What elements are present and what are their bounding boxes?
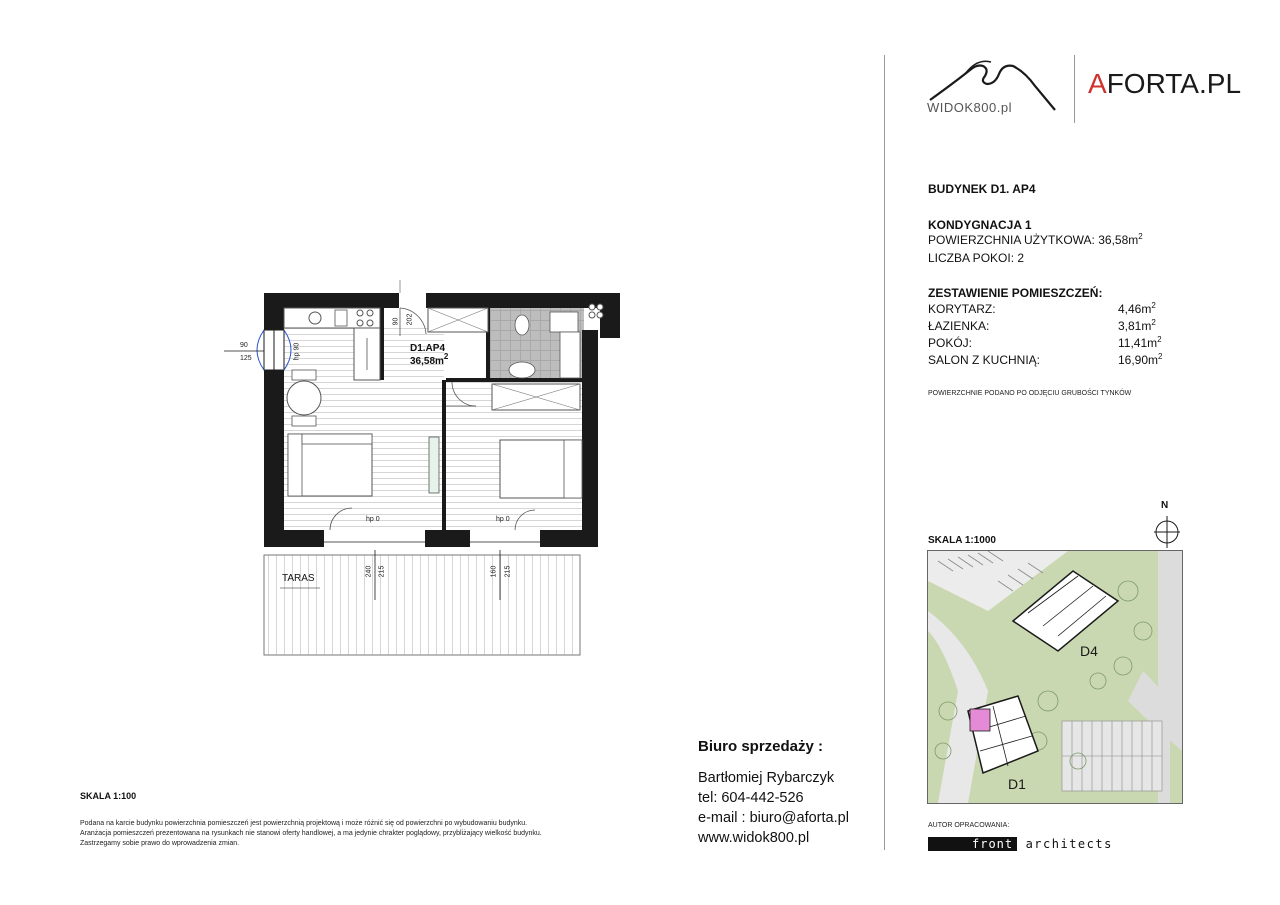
dim-label: 90 bbox=[240, 342, 248, 349]
panel-divider-left bbox=[884, 55, 885, 850]
sales-phone[interactable]: tel: 604-442-526 bbox=[698, 790, 804, 806]
storey-title: KONDYGNACJA 1 bbox=[928, 218, 1032, 232]
plan-scale: SKALA 1:100 bbox=[80, 791, 137, 801]
dim-label: 215 bbox=[504, 565, 512, 578]
dim-label: 215 bbox=[378, 565, 386, 578]
sales-heading: Biuro sprzedaży : bbox=[698, 738, 824, 755]
widok-logo-text: WIDOK800.pl bbox=[927, 100, 1012, 115]
aforta-logo bbox=[1088, 68, 1241, 100]
disclaimer-line: Zastrzegamy sobie prawo do wprowadzenia zmian. bbox=[80, 840, 240, 847]
unit-area: $36,58m^2$ bbox=[410, 352, 449, 367]
aforta-logo-a: A bbox=[1088, 68, 1107, 99]
room-name: ŁAZIENKA: bbox=[928, 319, 990, 333]
floor-plan bbox=[220, 280, 640, 665]
front-logo-box: front bbox=[928, 837, 1017, 851]
logo-divider bbox=[1074, 55, 1075, 123]
author-label: AUTOR OPRACOWANIA: bbox=[928, 822, 1010, 829]
room-area: $4,46m^2$ bbox=[1118, 301, 1156, 316]
sales-website[interactable]: www.widok800.pl bbox=[698, 830, 810, 846]
terrace-label: TARAS bbox=[282, 573, 315, 584]
room-area: $3,81m^2$ bbox=[1118, 318, 1156, 333]
room-name: POKÓJ: bbox=[928, 336, 973, 350]
sales-email[interactable]: e-mail : biuro@aforta.pl bbox=[698, 810, 849, 826]
site-map bbox=[927, 550, 1183, 804]
plaster-note: POWIERZCHNIE PODANO PO ODJĘCIU GRUBOŚCI TYNKÓW bbox=[928, 390, 1132, 397]
rooms-heading: ZESTAWIENIE POMIESZCZEŃ: bbox=[928, 286, 1103, 300]
sales-name: Bartłomiej Rybarczyk bbox=[698, 770, 835, 786]
unit-id: D1.AP4 bbox=[410, 343, 446, 354]
usable-area-text: POWIERZCHNIA UŻYTKOWA: 36,58m bbox=[928, 233, 1139, 247]
room-row bbox=[928, 319, 1178, 334]
north-arrow bbox=[1152, 500, 1182, 550]
site-scale: SKALA 1:1000 bbox=[928, 535, 996, 546]
dim-label: 202 bbox=[406, 313, 414, 326]
architects-logo-text: architects bbox=[1025, 837, 1113, 851]
disclaimer-line: Aranżacja pomieszczeń prezentowana na rysunkach nie stanowi oferty handlowej, a ma jedynie chrakter poglądowy, przybliżający wielkość budynku. bbox=[80, 830, 542, 837]
widok-logo bbox=[925, 52, 1060, 124]
room-row bbox=[928, 336, 1178, 351]
dim-label: hp 0 bbox=[366, 516, 380, 523]
room-name: KORYTARZ: bbox=[928, 302, 996, 316]
aforta-logo-rest: FORTA.PL bbox=[1106, 68, 1242, 99]
room-area: $16,90m^2$ bbox=[1118, 352, 1163, 367]
dim-label: 160 bbox=[490, 565, 498, 578]
rooms-count: LICZBA POKOI: 2 bbox=[928, 251, 1025, 265]
dim-label: 240 bbox=[365, 565, 373, 578]
disclaimer-line: Podana na karcie budynku powierzchnia pomieszczeń jest powierzchnią projektową i może różnić się od powierzchni po wybudowaniu budynku. bbox=[80, 820, 528, 827]
dim-label: 125 bbox=[240, 355, 252, 362]
room-row bbox=[928, 353, 1178, 368]
dim-label: hp 0 bbox=[496, 516, 510, 523]
north-label: N bbox=[1161, 500, 1169, 511]
usable-area bbox=[928, 233, 1143, 247]
building-d4-label: D4 bbox=[1080, 643, 1098, 659]
unit-label bbox=[410, 342, 448, 368]
room-row bbox=[928, 302, 1178, 317]
dim-label: hp 90 bbox=[293, 342, 301, 361]
building-title: BUDYNEK D1. AP4 bbox=[928, 182, 1036, 196]
front-architects-logo bbox=[928, 835, 1113, 849]
room-area: $11,41m^2$ bbox=[1118, 335, 1162, 350]
usable-area-sup: 2 bbox=[1138, 232, 1143, 241]
dim-label: 90 bbox=[392, 317, 400, 326]
room-name: SALON Z KUCHNIĄ: bbox=[928, 353, 1041, 367]
building-d1-label: D1 bbox=[1008, 776, 1026, 792]
